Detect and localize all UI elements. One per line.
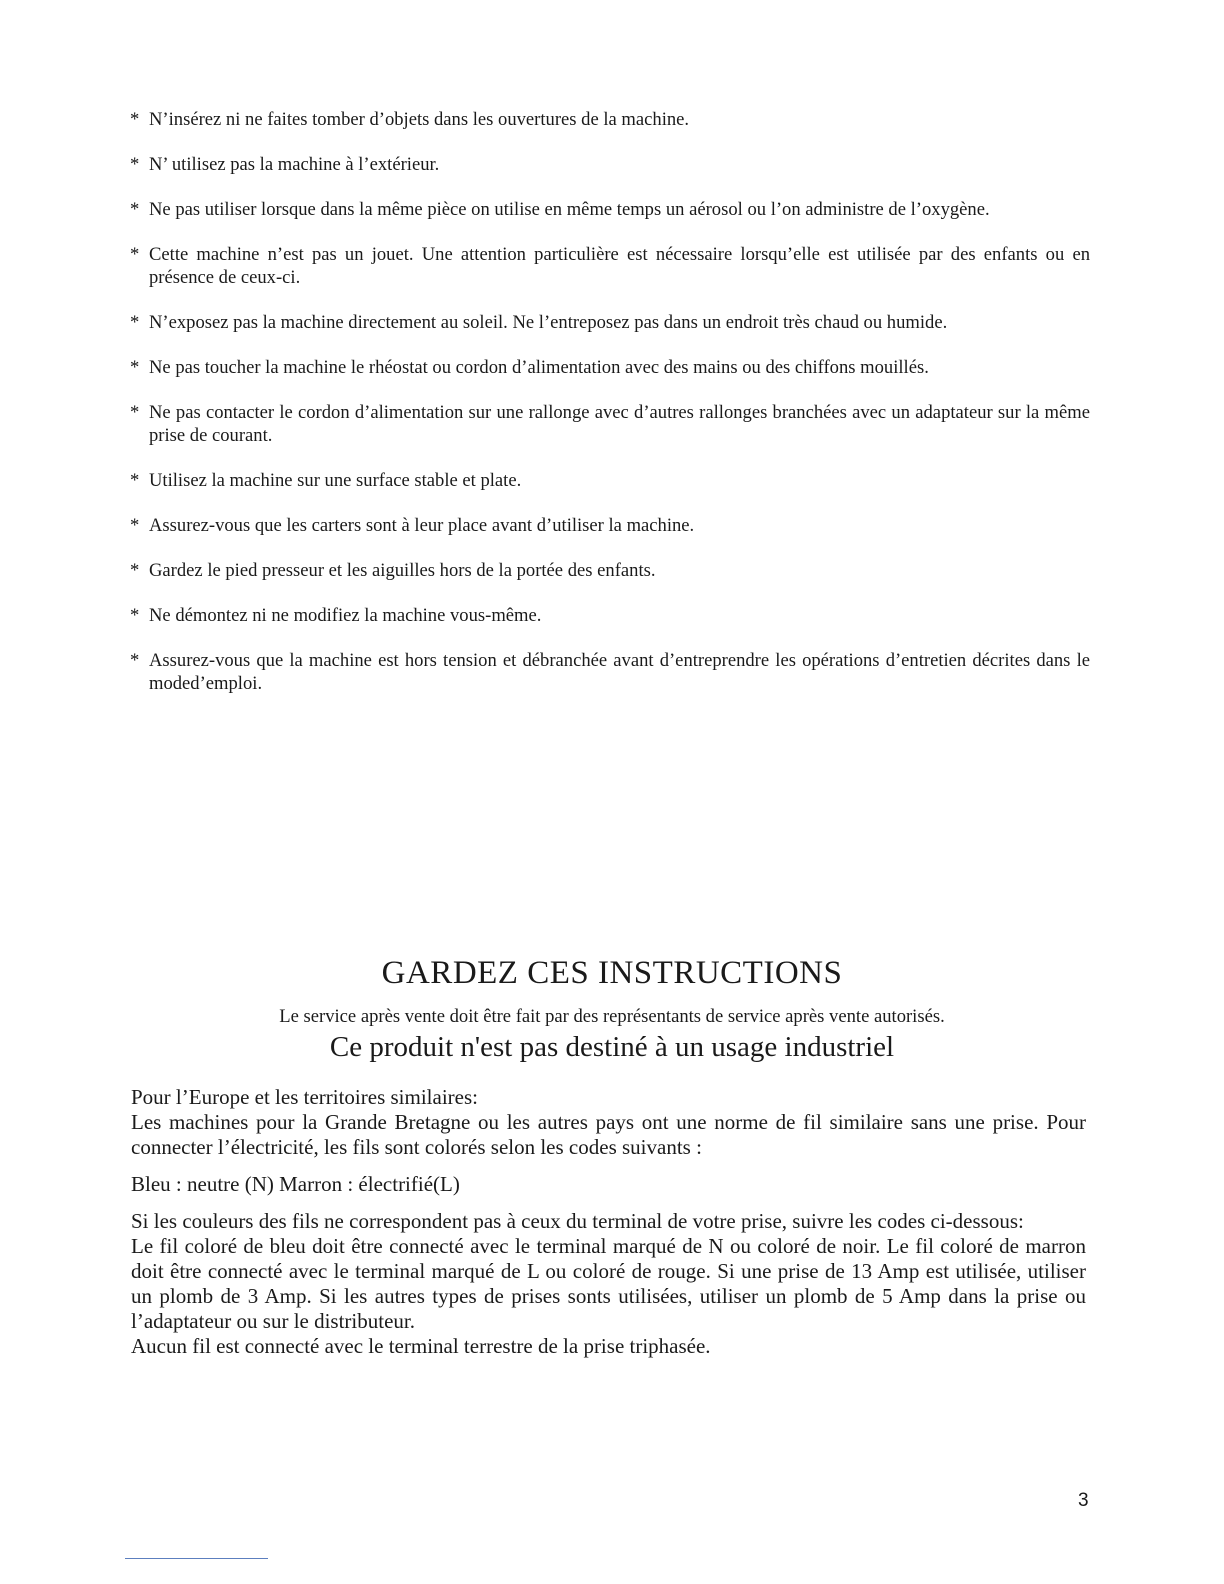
bullet-star: * (130, 109, 140, 130)
non-industrial-notice: Ce produit n'est pas destiné à un usage industriel (329, 1031, 895, 1063)
europe-text: Les machines pour la Grande Bretagne ou les autres pays ont une norme de fil similaire sans une prise. Pour connecter l’électricité, les fils sont colorés selon les codes suivants : (131, 1110, 1086, 1159)
bullet-star: * (130, 650, 140, 671)
warning-item: * N’ utilisez pas la machine à l’extérieur. (130, 154, 440, 175)
bullet-star: * (130, 199, 140, 220)
warning-item: * N’insérez ni ne faites tomber d’objets dans les ouvertures de la machine. (130, 109, 690, 130)
warning-item: * Ne démontez ni ne modifiez la machine vous-même. (130, 605, 542, 626)
wire-codes: Bleu : neutre (N) Marron : électrifié(L) (131, 1172, 460, 1196)
bullet-star: * (130, 244, 140, 265)
warning-item: * Assurez-vous que la machine est hors tension et débranchée avant d’entreprendre les opérations d’entretien décrites dans le moded’emploi. (130, 650, 1090, 694)
bullet-star: * (130, 154, 140, 175)
page-heading: GARDEZ CES INSTRUCTIONS (381, 955, 843, 991)
europe-title: Pour l’Europe et les territoires similaires: (131, 1085, 478, 1109)
warning-item: * Utilisez la machine sur une surface stable et plate. (130, 470, 522, 491)
bullet-star: * (130, 357, 140, 378)
earth-text: Aucun fil est connecté avec le terminal terrestre de la prise triphasée. (131, 1334, 711, 1358)
warning-item: * N’exposez pas la machine directement au soleil. Ne l’entreposez pas dans un endroit très chaud ou humide. (130, 312, 948, 333)
bullet-star: * (130, 402, 140, 423)
warning-item: * Ne pas contacter le cordon d’alimentation sur une rallonge avec d’autres rallonges branchées avec un adaptateur sur la même prise de courant. (130, 402, 1090, 446)
bullet-star: * (130, 470, 140, 491)
warning-item: * Ne pas utiliser lorsque dans la même pièce on utilise en même temps un aérosol ou l’on administre de l’oxygène. (130, 199, 990, 220)
mismatch-text: Le fil coloré de bleu doit être connecté avec le terminal marqué de N ou coloré de noir. Le fil coloré de marron doit être connecté avec le terminal marqué de L ou coloré de rouge. Si une prise de 13 Amp est utilisée, utiliser un plomb de 3 Amp. Si les autres types de prises sonts utilisées, utiliser un plomb de 5 Amp dans la prise ou l’adaptateur ou sur le distributeur. (131, 1234, 1086, 1333)
safety-warnings-list (130, 108, 1090, 717)
bullet-star: * (130, 515, 140, 536)
warning-item: * Cette machine n’est pas un jouet. Une attention particulière est nécessaire lorsqu’elle est utilisée par des enfants ou en présence de ceux-ci. (130, 244, 1090, 288)
page-number: 3 (1078, 1490, 1089, 1511)
bullet-star: * (130, 312, 140, 333)
bullet-star: * (130, 605, 140, 626)
warning-item: * Assurez-vous que les carters sont à leur place avant d’utiliser la machine. (130, 515, 695, 536)
bullet-star: * (130, 560, 140, 581)
warning-item: * Ne pas toucher la machine le rhéostat ou cordon d’alimentation avec des mains ou des chiffons mouillés. (130, 357, 929, 378)
wiring-instructions (131, 1085, 1086, 1359)
warning-item: * Gardez le pied presseur et les aiguilles hors de la portée des enfants. (130, 560, 656, 581)
service-note: Le service après vente doit être fait par des représentants de service après vente autorisés. (279, 1006, 945, 1027)
mismatch-intro: Si les couleurs des fils ne correspondent pas à ceux du terminal de votre prise, suivre les codes ci-dessous: (131, 1209, 1024, 1233)
footer-divider (125, 1558, 268, 1559)
